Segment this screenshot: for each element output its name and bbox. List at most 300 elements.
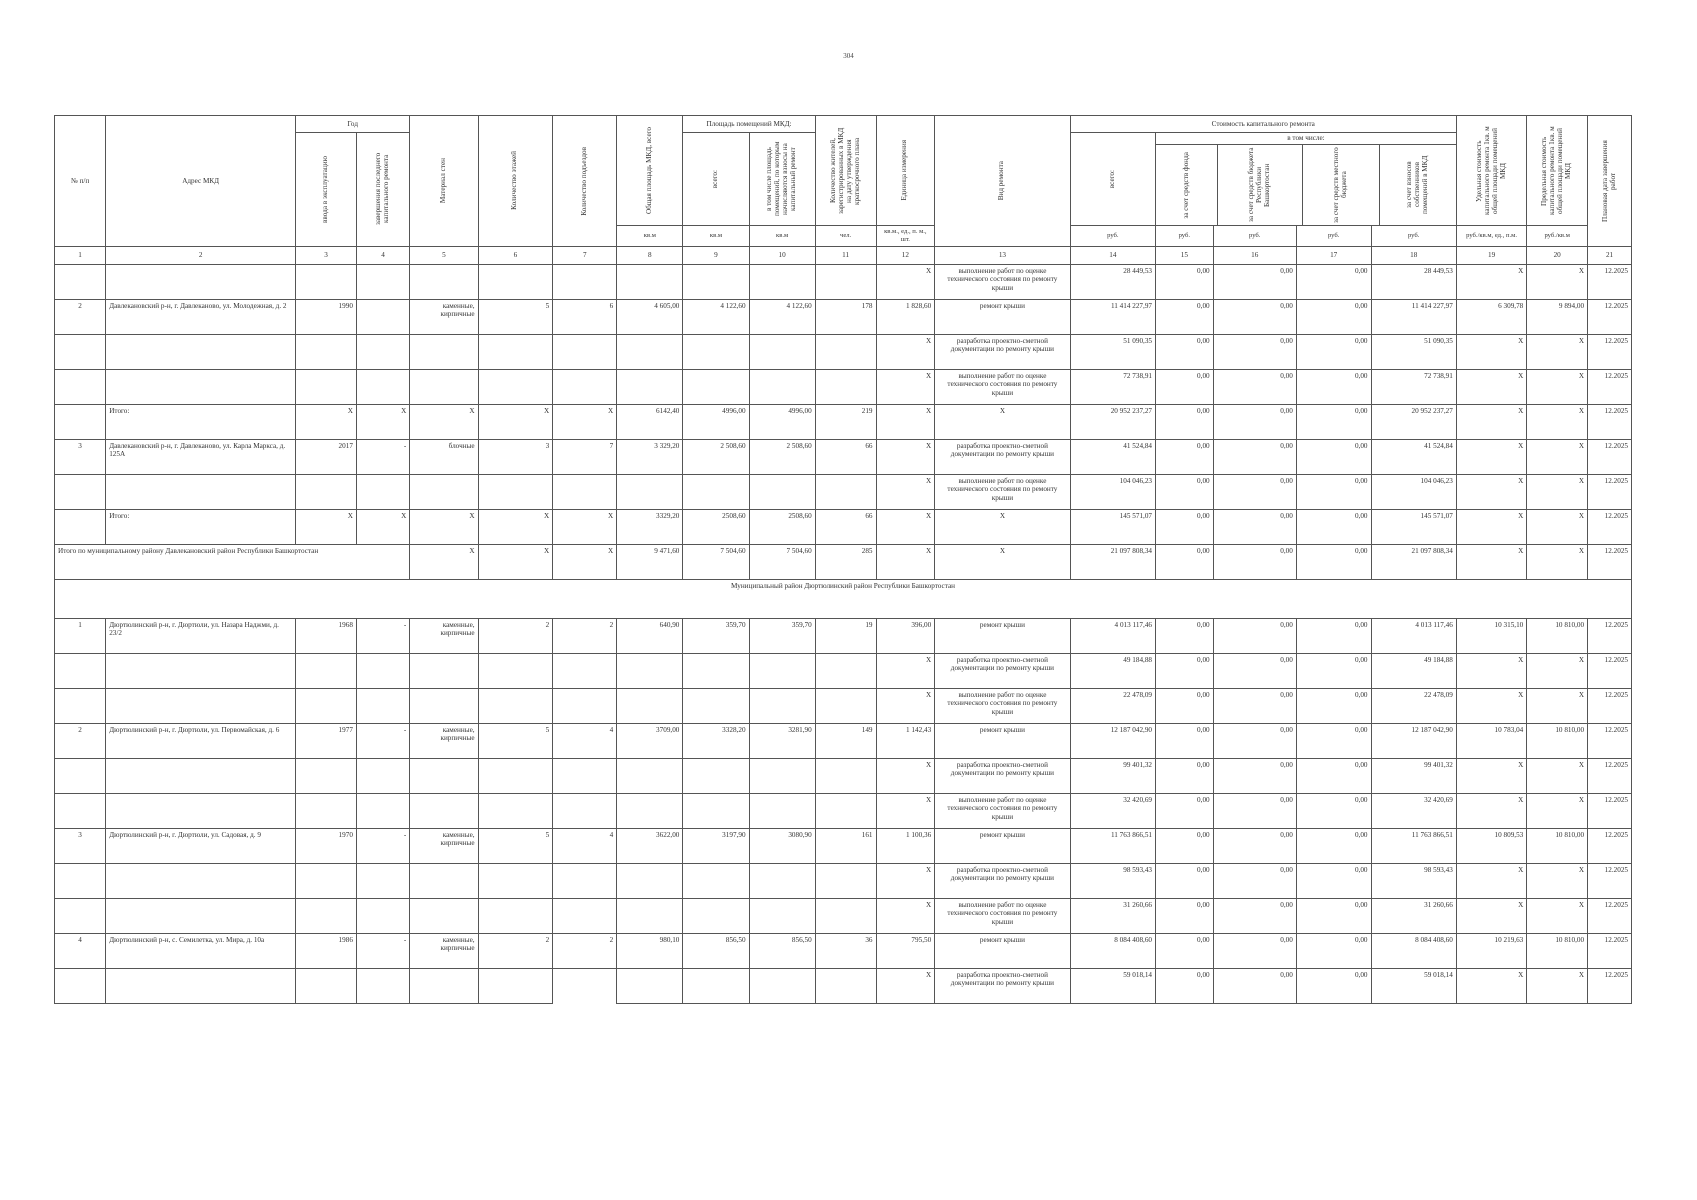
cell-empty	[55, 898, 106, 933]
cell-local: 0,00	[1296, 793, 1371, 828]
cell-area-all: 3328,20	[683, 723, 749, 758]
cell-type: разработка проектно-сметной документации по ремонту крыши	[935, 653, 1071, 688]
cell-uc: X	[1456, 688, 1526, 723]
cell-area-all: 3197,90	[683, 828, 749, 863]
cell-type: ремонт крыши	[935, 933, 1071, 968]
cell-rb: 0,00	[1213, 723, 1296, 758]
cell-type: ремонт крыши	[935, 618, 1071, 653]
cell-res: 219	[815, 404, 876, 439]
group-area: Площадь помещений МКД:	[683, 116, 815, 133]
cell-area-cap: 2 508,60	[749, 439, 815, 474]
cell-type: разработка проектно-сметной документации по ремонту крыши	[935, 863, 1071, 898]
col-residents: Количество жителей, зарегистрированных в МКД на дату утверждения краткосрочного плана	[815, 116, 876, 226]
col-number: 9	[683, 246, 749, 264]
cell-address: Дюртюлинский р-н, г. Дюртюли, ул. Назара Наджми, д. 23/2	[106, 618, 296, 653]
cell-empty	[683, 863, 749, 898]
cell-empty	[356, 369, 409, 404]
cell-empty	[410, 968, 478, 1003]
cell-lc: X	[1527, 758, 1588, 793]
cell-empty	[617, 369, 683, 404]
cell-uc: 10 783,04	[1456, 723, 1526, 758]
cell-year: X	[296, 404, 357, 439]
cell-total: 104 046,23	[1070, 474, 1155, 509]
cell-total: 8 084 408,60	[1070, 933, 1155, 968]
cell-empty	[553, 758, 617, 793]
cell-total: 145 571,07	[1070, 509, 1155, 544]
cell-empty	[106, 334, 296, 369]
col-rb: за счет средств бюджета Республики Башкортостан	[1218, 145, 1303, 225]
cell-owners: 51 090,35	[1371, 334, 1456, 369]
cell-lc: X	[1527, 968, 1588, 1003]
cell-entrances: 2	[553, 933, 617, 968]
table-row	[55, 933, 1632, 968]
cell-local: 0,00	[1296, 264, 1371, 299]
cell-empty	[478, 688, 553, 723]
col-number: 13	[935, 246, 1071, 264]
cell-date: 12.2025	[1588, 439, 1632, 474]
cell-empty	[815, 968, 876, 1003]
cell-empty	[749, 474, 815, 509]
col-no: № п/п	[55, 116, 106, 247]
cell-total: 4 013 117,46	[1070, 618, 1155, 653]
cell-empty	[410, 863, 478, 898]
cell-lc: X	[1527, 509, 1588, 544]
cell-empty	[553, 334, 617, 369]
cell-floors: X	[478, 544, 553, 579]
cell-lc: 10 810,00	[1527, 618, 1588, 653]
unit-cell: чел.	[815, 226, 876, 247]
cell-empty	[356, 968, 409, 1003]
cell-type: разработка проектно-сметной документации по ремонту крыши	[935, 758, 1071, 793]
col-number: 4	[356, 246, 409, 264]
cell-uc: X	[1456, 404, 1526, 439]
table-row	[55, 793, 1632, 828]
cell-owners: 59 018,14	[1371, 968, 1456, 1003]
cell-owners: 28 449,53	[1371, 264, 1456, 299]
cell-no: 2	[55, 299, 106, 334]
cell-rb: 0,00	[1213, 299, 1296, 334]
cell-empty	[106, 688, 296, 723]
cell-wall: каменные, кирпичные	[410, 618, 478, 653]
cell-empty	[55, 688, 106, 723]
cell-date: 12.2025	[1588, 509, 1632, 544]
cell-res: 19	[815, 618, 876, 653]
cell-date: 12.2025	[1588, 933, 1632, 968]
group-incl: в том числе:	[1156, 133, 1456, 145]
cell-year: X	[296, 509, 357, 544]
cell-owners: 11 414 227,97	[1371, 299, 1456, 334]
cell-total: 12 187 042,90	[1070, 723, 1155, 758]
cell-uc: X	[1456, 758, 1526, 793]
cell-subtotal-label: Итого:	[106, 404, 296, 439]
cell-date: 12.2025	[1588, 688, 1632, 723]
cell-owners: 41 524,84	[1371, 439, 1456, 474]
cell-empty	[553, 898, 617, 933]
table-row	[55, 474, 1632, 509]
cell-rb: 0,00	[1213, 898, 1296, 933]
cell-owners: 49 184,88	[1371, 653, 1456, 688]
cell-area-all: 359,70	[683, 618, 749, 653]
cell-lc: X	[1527, 439, 1588, 474]
cell-local: 0,00	[1296, 828, 1371, 863]
cell-uc: X	[1456, 509, 1526, 544]
cell-total: 99 401,32	[1070, 758, 1155, 793]
cell-area-all: 2508,60	[683, 509, 749, 544]
cell-empty	[478, 369, 553, 404]
cell-unit: X	[876, 439, 935, 474]
table-row	[55, 688, 1632, 723]
cell-empty	[553, 968, 617, 1003]
cell-last-repair: X	[356, 404, 409, 439]
cell-total: 41 524,84	[1070, 439, 1155, 474]
column-numbers-row	[55, 246, 1632, 264]
table-row	[55, 758, 1632, 793]
unit-cell: руб./кв.м	[1527, 226, 1588, 247]
cell-owners: 11 763 866,51	[1371, 828, 1456, 863]
cell-total: 21 097 808,34	[1070, 544, 1155, 579]
cell-grand-total-label: Итого по муниципальному району Давлекановский район Республики Башкортостан	[55, 544, 410, 579]
col-number: 10	[749, 246, 815, 264]
cell-wall: блочные	[410, 439, 478, 474]
cell-fund: 0,00	[1156, 439, 1214, 474]
cell-empty	[356, 334, 409, 369]
cell-lc: X	[1527, 898, 1588, 933]
table-row	[55, 334, 1632, 369]
cell-wall: X	[410, 509, 478, 544]
cell-total: 59 018,14	[1070, 968, 1155, 1003]
cell-unit: 1 100,36	[876, 828, 935, 863]
col-year-commission: ввода в эксплуатацию	[296, 133, 357, 247]
cell-empty	[683, 653, 749, 688]
cell-empty	[410, 793, 478, 828]
cell-date: 12.2025	[1588, 334, 1632, 369]
cell-rb: 0,00	[1213, 334, 1296, 369]
cell-entrances: 6	[553, 299, 617, 334]
cell-empty	[815, 334, 876, 369]
cell-empty	[106, 653, 296, 688]
cell-uc: X	[1456, 653, 1526, 688]
col-limit-cost: Предельная стоимость капитального ремонта 1кв. м общей площади помещений МКД	[1527, 116, 1588, 226]
cell-empty	[410, 474, 478, 509]
col-address: Адрес МКД	[106, 116, 296, 247]
cell-rb: 0,00	[1213, 439, 1296, 474]
cell-no: 3	[55, 828, 106, 863]
unit-cell: кв.м., ед., п. м., шт.	[876, 226, 935, 247]
cell-unit: X	[876, 264, 935, 299]
cell-empty	[683, 369, 749, 404]
cell-empty	[815, 474, 876, 509]
cell-uc: X	[1456, 264, 1526, 299]
cell-rb: 0,00	[1213, 828, 1296, 863]
section-title: Муниципальный район Дюртюлинский район Республики Башкортостан	[55, 579, 1632, 618]
cell-subtotal-label: Итого:	[106, 509, 296, 544]
cell-date: 12.2025	[1588, 404, 1632, 439]
cell-local: 0,00	[1296, 334, 1371, 369]
col-total-area: Общая площадь МКД, всего	[617, 116, 683, 226]
cell-area: 980,10	[617, 933, 683, 968]
cell-date: 12.2025	[1588, 653, 1632, 688]
cell-uc: X	[1456, 898, 1526, 933]
cell-empty	[410, 758, 478, 793]
cell-empty	[356, 653, 409, 688]
cell-rb: 0,00	[1213, 653, 1296, 688]
cell-wall: каменные, кирпичные	[410, 933, 478, 968]
cell-empty	[296, 653, 357, 688]
cell-empty	[296, 968, 357, 1003]
repair-plan-table	[54, 115, 1632, 1004]
cell-address: Дюртюлинский р-н, с. Семилетка, ул. Мира, д. 10а	[106, 933, 296, 968]
cell-fund: 0,00	[1156, 863, 1214, 898]
cell-lc: 10 810,00	[1527, 933, 1588, 968]
cell-lc: 10 810,00	[1527, 723, 1588, 758]
cell-floors: X	[478, 509, 553, 544]
cell-local: 0,00	[1296, 509, 1371, 544]
col-number: 11	[815, 246, 876, 264]
cell-type: выполнение работ по оценке технического состояния по ремонту крыши	[935, 898, 1071, 933]
cell-empty	[356, 264, 409, 299]
cell-wall: X	[410, 544, 478, 579]
cell-owners: 145 571,07	[1371, 509, 1456, 544]
cell-empty	[356, 898, 409, 933]
cell-date: 12.2025	[1588, 618, 1632, 653]
cell-empty	[106, 793, 296, 828]
cell-last-repair	[356, 299, 409, 334]
cell-uc: X	[1456, 369, 1526, 404]
cell-empty	[478, 793, 553, 828]
cell-date: 12.2025	[1588, 863, 1632, 898]
cell-empty	[296, 369, 357, 404]
col-local: за счет средств местного бюджета	[1303, 145, 1380, 225]
cell-lc: X	[1527, 653, 1588, 688]
cell-empty	[356, 793, 409, 828]
col-unit: Единица измерения	[876, 116, 935, 226]
cell-empty	[106, 369, 296, 404]
cell-address: Дюртюлинский р-н, г. Дюртюли, ул. Садовая, д. 9	[106, 828, 296, 863]
cell-year: 1986	[296, 933, 357, 968]
col-number: 17	[1296, 246, 1371, 264]
col-plan-date: Плановая дата завершения работ	[1588, 116, 1632, 247]
cell-entrances: X	[553, 544, 617, 579]
col-number: 6	[478, 246, 553, 264]
cell-last-repair: -	[356, 723, 409, 758]
cell-res: 36	[815, 933, 876, 968]
cell-empty	[55, 793, 106, 828]
cell-year: 1977	[296, 723, 357, 758]
cell-entrances: X	[553, 404, 617, 439]
cell-area-cap: 2508,60	[749, 509, 815, 544]
cell-empty	[410, 264, 478, 299]
col-wall-material: Материал стен	[410, 116, 478, 247]
cell-type: разработка проектно-сметной документации по ремонту крыши	[935, 968, 1071, 1003]
cell-empty	[106, 898, 296, 933]
cell-total: 11 763 866,51	[1070, 828, 1155, 863]
table-row	[55, 299, 1632, 334]
cell-empty	[106, 474, 296, 509]
cell-rb: 0,00	[1213, 793, 1296, 828]
cell-empty	[683, 264, 749, 299]
incl-subheader	[1156, 145, 1456, 225]
cell-empty	[478, 758, 553, 793]
cell-wall: каменные, кирпичные	[410, 723, 478, 758]
cell-empty	[553, 474, 617, 509]
cell-owners: 32 420,69	[1371, 793, 1456, 828]
cell-empty	[815, 653, 876, 688]
col-repair-type: Вид ремонта	[935, 116, 1071, 247]
col-owners: за счет взносов собственников помещений в МКД	[1405, 155, 1429, 215]
cell-empty	[55, 863, 106, 898]
cell-total: 49 184,88	[1070, 653, 1155, 688]
cell-uc: X	[1456, 474, 1526, 509]
cell-empty	[356, 863, 409, 898]
col-unit-cost: Удельная стоимость капитального ремонта 1кв. м общей площади помещений МКД	[1456, 116, 1526, 226]
unit-cell: руб./кв.м, ед., п.м.	[1456, 226, 1526, 247]
cell-no: 3	[55, 439, 106, 474]
cell-area: 3329,20	[617, 509, 683, 544]
cell-res: 66	[815, 509, 876, 544]
unit-cell: руб.	[1296, 226, 1371, 247]
cell-empty	[55, 968, 106, 1003]
cell-empty	[478, 474, 553, 509]
cell-unit: X	[876, 404, 935, 439]
table-row	[55, 264, 1632, 299]
cell-fund: 0,00	[1156, 544, 1214, 579]
cell-local: 0,00	[1296, 898, 1371, 933]
cell-unit: X	[876, 688, 935, 723]
cell-empty	[749, 898, 815, 933]
col-number: 20	[1527, 246, 1588, 264]
cell-area: 3622,00	[617, 828, 683, 863]
cell-empty	[296, 688, 357, 723]
cell-area: 640,90	[617, 618, 683, 653]
cell-area: 3 329,20	[617, 439, 683, 474]
col-number: 18	[1371, 246, 1456, 264]
cell-lc: X	[1527, 369, 1588, 404]
cell-type: X	[935, 509, 1071, 544]
cell-unit: X	[876, 793, 935, 828]
cell-lc: X	[1527, 404, 1588, 439]
cell-empty	[815, 688, 876, 723]
cell-area-all: 2 508,60	[683, 439, 749, 474]
cell-fund: 0,00	[1156, 793, 1214, 828]
cell-unit: 795,50	[876, 933, 935, 968]
cell-wall: X	[410, 404, 478, 439]
unit-cell: руб.	[1213, 226, 1296, 247]
cell-no	[55, 404, 106, 439]
cell-uc: 6 309,78	[1456, 299, 1526, 334]
cell-wall: каменные, кирпичные	[410, 299, 478, 334]
col-area-all: всего:	[683, 133, 749, 226]
cell-lc: X	[1527, 474, 1588, 509]
cell-empty	[55, 264, 106, 299]
cell-rb: 0,00	[1213, 544, 1296, 579]
cell-fund: 0,00	[1156, 509, 1214, 544]
cell-local: 0,00	[1296, 474, 1371, 509]
cell-empty	[683, 688, 749, 723]
cell-type: ремонт крыши	[935, 828, 1071, 863]
cell-empty	[617, 793, 683, 828]
table-row	[55, 653, 1632, 688]
cell-date: 12.2025	[1588, 264, 1632, 299]
cell-empty	[410, 369, 478, 404]
cell-empty	[683, 334, 749, 369]
cell-lc: X	[1527, 863, 1588, 898]
cell-empty	[617, 898, 683, 933]
cell-type: X	[935, 544, 1071, 579]
cell-fund: 0,00	[1156, 758, 1214, 793]
cell-floors: X	[478, 404, 553, 439]
cell-uc: X	[1456, 968, 1526, 1003]
cell-address: Дюртюлинский р-н, г. Дюртюли, ул. Первомайская, д. 6	[106, 723, 296, 758]
cell-uc: X	[1456, 544, 1526, 579]
cell-empty	[478, 653, 553, 688]
cell-owners: 98 593,43	[1371, 863, 1456, 898]
cell-uc: 10 219,63	[1456, 933, 1526, 968]
cell-local: 0,00	[1296, 968, 1371, 1003]
cell-area-cap: 359,70	[749, 618, 815, 653]
cell-unit: X	[876, 898, 935, 933]
cell-unit: X	[876, 968, 935, 1003]
cell-total: 22 478,09	[1070, 688, 1155, 723]
cell-area-cap: 3281,90	[749, 723, 815, 758]
table-row	[55, 863, 1632, 898]
cell-wall: каменные, кирпичные	[410, 828, 478, 863]
cell-local: 0,00	[1296, 863, 1371, 898]
table-row	[55, 618, 1632, 653]
cell-address: Давлекановский р-н, г. Давлеканово, ул. Молодежная, д. 2	[106, 299, 296, 334]
cell-date: 12.2025	[1588, 369, 1632, 404]
cell-last-repair: -	[356, 618, 409, 653]
cell-year: 1990	[296, 299, 357, 334]
unit-cell: кв.м	[617, 226, 683, 247]
cell-type: ремонт крыши	[935, 299, 1071, 334]
cell-empty	[553, 653, 617, 688]
cell-owners: 22 478,09	[1371, 688, 1456, 723]
cell-fund: 0,00	[1156, 653, 1214, 688]
cell-empty	[296, 334, 357, 369]
cell-empty	[749, 758, 815, 793]
cell-type: выполнение работ по оценке технического состояния по ремонту крыши	[935, 793, 1071, 828]
cell-fund: 0,00	[1156, 828, 1214, 863]
cell-type: разработка проектно-сметной документации по ремонту крыши	[935, 439, 1071, 474]
cell-type: выполнение работ по оценке технического состояния по ремонту крыши	[935, 474, 1071, 509]
cell-empty	[410, 334, 478, 369]
cell-local: 0,00	[1296, 439, 1371, 474]
cell-rb: 0,00	[1213, 474, 1296, 509]
cell-rb: 0,00	[1213, 933, 1296, 968]
cell-area-all: 4 122,60	[683, 299, 749, 334]
cell-total: 98 593,43	[1070, 863, 1155, 898]
cell-empty	[356, 474, 409, 509]
cell-date: 12.2025	[1588, 828, 1632, 863]
cell-owners: 31 260,66	[1371, 898, 1456, 933]
cell-empty	[553, 863, 617, 898]
col-number: 14	[1070, 246, 1155, 264]
cell-type: разработка проектно-сметной документации по ремонту крыши	[935, 334, 1071, 369]
cell-rb: 0,00	[1213, 758, 1296, 793]
cell-local: 0,00	[1296, 299, 1371, 334]
unit-cell: кв.м	[683, 226, 749, 247]
cell-empty	[55, 653, 106, 688]
cell-empty	[553, 793, 617, 828]
cell-empty	[356, 758, 409, 793]
cell-total: 32 420,69	[1070, 793, 1155, 828]
cell-floors: 5	[478, 723, 553, 758]
cell-unit: 396,00	[876, 618, 935, 653]
cell-empty	[617, 968, 683, 1003]
table-row	[55, 828, 1632, 863]
cell-empty	[478, 863, 553, 898]
cell-total: 51 090,35	[1070, 334, 1155, 369]
